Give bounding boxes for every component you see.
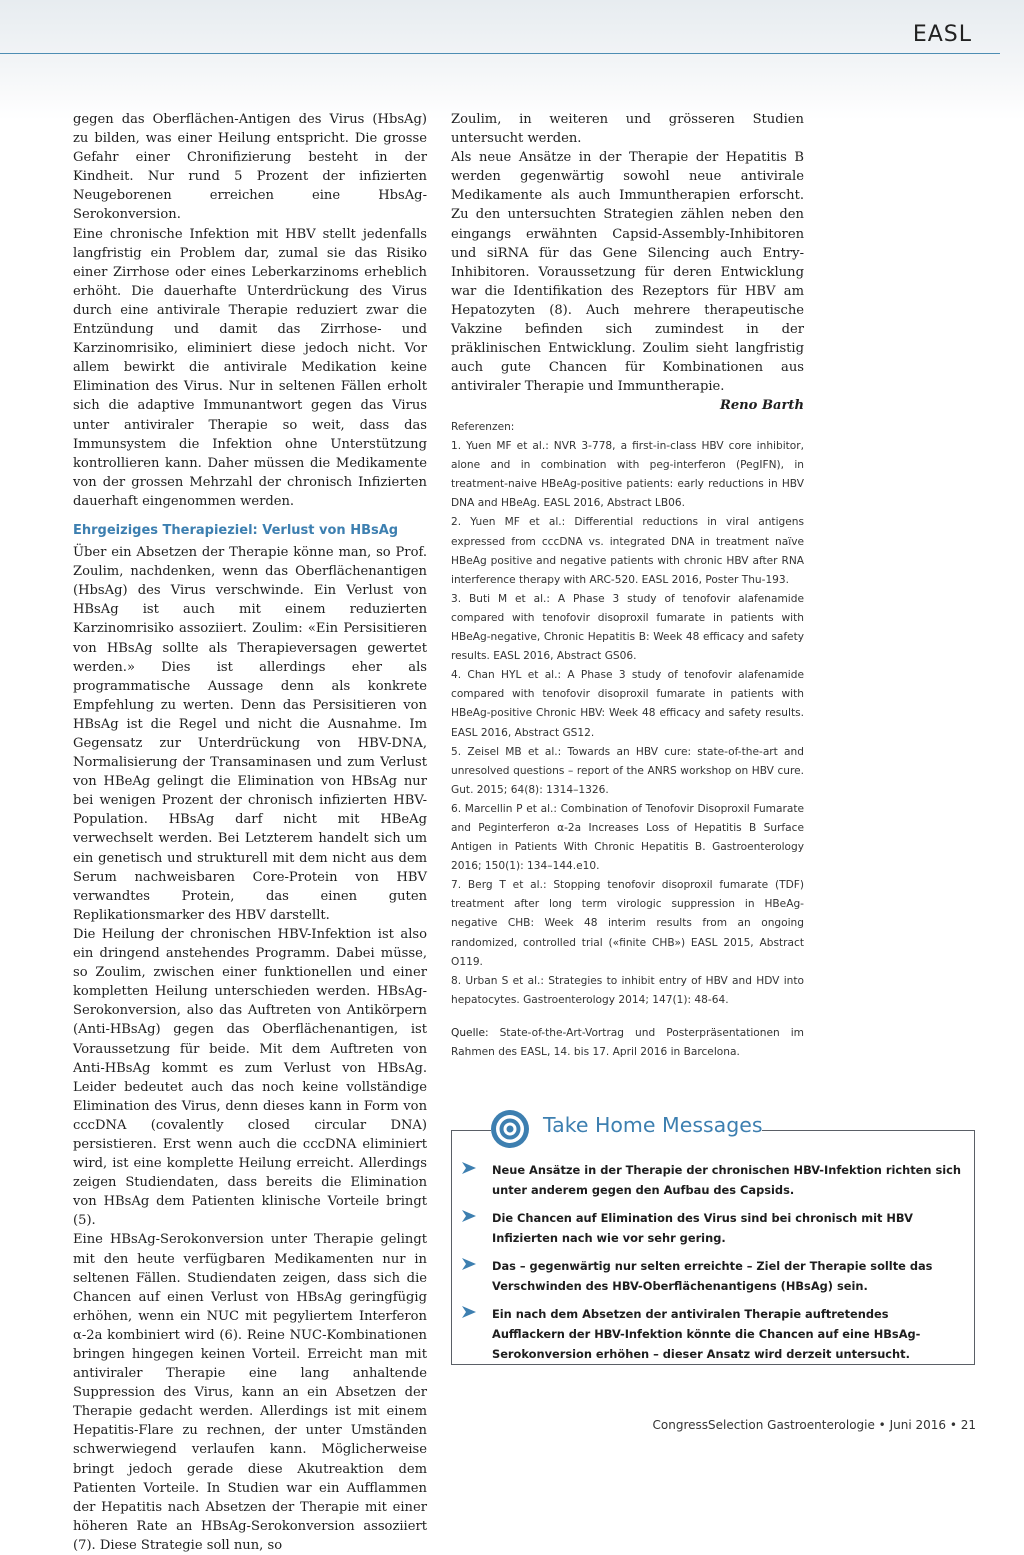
references-heading: Referenzen:	[451, 421, 515, 433]
reference-item: 7. Berg T et al.: Stopping tenofovir disoproxil fumarate (TDF) treatment after long term virologic suppression in HBeAg-negative CHB: Week 48 interim results from an ongoing randomized, controlled trial («finite CHB») EASL 2015, Abstract O119.	[451, 879, 804, 968]
article-right-column	[451, 110, 804, 416]
take-home-item	[462, 1160, 962, 1200]
arrow-bullet-icon	[462, 1210, 476, 1222]
reference-item: 4. Chan HYL et al.: A Phase 3 study of tenofovir alafenamide compared with tenofovir disoproxil fumarate in patients with HBeAg-positive Chronic HBV: Week 48 efficacy and safety results. EASL 2016, Abstract GS12.	[451, 669, 804, 739]
references-block	[451, 418, 804, 1062]
header-rule	[0, 53, 1000, 54]
take-home-text: Das – gegenwärtig nur selten erreichte – Ziel der Therapie sollte das Verschwinden des HBV-Oberflächenantigens (HBsAg) sein.	[492, 1259, 933, 1293]
paragraph: Eine HBsAg-Serokonversion unter Therapie gelingt mit den heute verfügbaren Medikamenten nur in seltenen Fällen. Studiendaten zeigen, dass sich die Chancen auf einen Verlust von HBsAg geringfügig erhöhen, wenn ein NUC mit pegyliertem Interferon α-2a kombiniert wird (6). Reine NUC-Kombinationen bringen hingegen keinen Vorteil. Erreicht man mit antiviraler Therapie eine lang anhaltende Suppression des Virus, kann an ein Absetzen der Therapie gedacht werden. Allerdings ist mit einem Hepatitis-Flare zu rechnen, der unter Umständen schwerwiegend verlaufen kann. Möglicherweise bringt jedoch gerade diese Akutreaktion dem Patienten Vorteile. In Studien war ein Aufflammen der Hepatitis nach Absetzen der Therapie mit einer höheren Rate an HBsAg-Serokonversion assoziiert (7). Diese Strategie soll nun, so	[73, 1232, 427, 1553]
page-footer: CongressSelection Gastroenterologie • Juni 2016 • 21	[652, 1418, 976, 1432]
paragraph: Eine chronische Infektion mit HBV stellt jedenfalls langfristig ein Problem dar, zumal sie das Risiko einer Zirrhose oder eines Leberkarzinoms erheblich erhöht. Die dauerhafte Unterdrückung des Virus durch eine antivirale Therapie reduziert zwar die Entzündung und damit das Zirrhose- und Karzinomrisiko, eliminiert diese jedoch nicht. Vor allem bewirkt die antivirale Medikation keine Elimination des Virus. Nur in seltenen Fällen erholt sich die adaptive Immunantwort gegen das Virus unter antiviraler Therapie so weit, dass das Immunsystem die Infektion ohne Unterstützung kontrollieren kann. Daher müssen die Medikamente von der grossen Mehrzahl der chronisch Infizierten dauerhaft eingenommen werden.	[73, 226, 427, 509]
paragraph: Als neue Ansätze in der Therapie der Hepatitis B werden gegenwärtig sowohl neue antivirale Medikamente als auch Immuntherapien erforscht. Zu den untersuchten Strategien zählen neben den eingangs erwähnten Capsid-Assembly-Inhibitoren und siRNA für das Gene Silencing auch Entry-Inhibitoren. Voraussetzung für deren Entwicklung war die Identifikation des Rezeptors für HBV am Hepatozyten (8). Auch mehrere therapeutische Vakzine befinden sich zumindest in der präklinischen Entwicklung. Zoulim sieht langfristig auch gute Chancen für Kombinationen aus antiviraler Therapie und Immuntherapie.	[451, 150, 804, 395]
take-home-list	[462, 1160, 962, 1372]
author-name: Reno Barth	[719, 398, 804, 414]
arrow-bullet-icon	[462, 1306, 476, 1318]
reference-item: 6. Marcellin P et al.: Combination of Tenofovir Disoproxil Fumarate and Peginterferon α-2a Increases Loss of Hepatitis B Surface Antigen in Patients With Chronic Hepatitis B. Gastroenterology 2016; 150(1): 134–144.e10.	[451, 802, 804, 873]
reference-item: 3. Buti M et al.: A Phase 3 study of tenofovir alafenamide compared with tenofovir disoproxil fumarate in patients with HBeAg-negative, Chronic Hepatitis B: Week 48 efficacy and safety results. EASL 2016, Abstract GS06.	[451, 592, 804, 663]
take-home-text: Die Chancen auf Elimination des Virus sind bei chronisch mit HBV Infizierten nach wie vor sehr gering.	[492, 1211, 913, 1245]
arrow-bullet-icon	[462, 1258, 476, 1270]
reference-item: 5. Zeisel MB et al.: Towards an HBV cure: state-of-the-art and unresolved questions – report of the ANRS workshop on HBV cure. Gut. 2015; 64(8): 1314–1326.	[451, 745, 804, 796]
header-brand: EASL	[912, 22, 972, 47]
arrow-bullet-icon	[462, 1162, 476, 1174]
reference-item: 2. Yuen MF et al.: Differential reductions in viral antigens expressed from cccDNA vs. integrated DNA in treatment naïve HBeAg positive and negative patients with chronic HBV after RNA interference therapy with ARC-520. EASL 2016, Poster Thu-193.	[451, 516, 804, 586]
paragraph: Zoulim, in weiteren und grösseren Studien untersucht werden.	[451, 112, 804, 147]
paragraph: gegen das Oberflächen-Antigen des Virus (HbsAg) zu bilden, was einer Heilung entspricht. Die grosse Gefahr einer Chronifizierung besteht in der Kindheit. Nur rund 5 Prozent der infizierten Neugeborenen erreichen eine HbsAg-Serokonversion.	[73, 112, 427, 223]
take-home-text: Ein nach dem Absetzen der antiviralen Therapie auftretendes Aufflackern der HBV-Infektion könnte die Chancen auf eine HBsAg-Serokonversion erhöhen – dieser Ansatz wird derzeit untersucht.	[492, 1307, 921, 1361]
take-home-item	[462, 1256, 962, 1296]
source-label: Quelle:	[451, 1026, 489, 1039]
take-home-item	[462, 1208, 962, 1248]
target-icon	[490, 1109, 530, 1149]
take-home-text: Neue Ansätze in der Therapie der chronischen HBV-Infektion richten sich unter anderem gegen den Aufbau des Capsids.	[492, 1163, 962, 1197]
reference-item: 8. Urban S et al.: Strategies to inhibit entry of HBV and HDV into hepatocytes. Gastroenterology 2014; 147(1): 48-64.	[451, 974, 804, 1006]
take-home-item	[462, 1304, 962, 1364]
take-home-title: Take Home Messages	[543, 1113, 763, 1137]
reference-item: 1. Yuen MF et al.: NVR 3-778, a first-in-class HBV core inhibitor, alone and in combination with peg-interferon (PegIFN), in treatment-naive HBeAg-positive patients: early reductions in HBV DNA and HBeAg. EASL 2016, Abstract LB06.	[451, 440, 804, 510]
take-home-rule-left	[451, 1130, 491, 1131]
take-home-rule-right	[762, 1130, 975, 1131]
header-band	[0, 0, 1024, 120]
source-text: State-of-the-Art-Vortrag und Posterpräsentationen im Rahmen des EASL, 14. bis 17. April 2016 in Barcelona.	[451, 1026, 805, 1058]
article-left-column	[73, 110, 427, 1555]
paragraph: Über ein Absetzen der Therapie könne man, so Prof. Zoulim, nachdenken, wenn das Oberflächenantigen (HbsAg) des Virus verschwinde. Ein Verlust von HBsAg ist auch mit einem reduzierten Karzinomrisiko assoziiert. Zoulim: «Ein Persisitieren von HBsAg sollte als Therapieversagen gewertet werden.» Dies ist allerdings eher als programmatische Aussage denn als konkrete Empfehlung zu werten. Denn das Persisitieren von HBsAg ist die Regel und nicht die Ausnahme. Im Gegensatz zur Unterdrückung von HBV-DNA, Normalisierung der Transaminasen und zum Verlust von HBeAg gelingt die Elimination von HBsAg nur bei wenigen Prozent der chronisch infizierten HBV-Population. HBsAg darf nicht mit HBeAg verwechselt werden. Bei Letzterem handelt sich um ein genetisch und strukturell mit dem nicht aus dem Serum nachweisbaren Core-Protein von HBV verwandtes Protein, das einen guten Replikationsmarker des HBV darstellt.	[73, 545, 427, 923]
paragraph: Die Heilung der chronischen HBV-Infektion ist also ein dringend anstehendes Programm. Dabei müsse, so Zoulim, zwischen einer funktionellen und einer kompletten Heilung unterschieden werden. HBsAg-Serokonversion, also das Auftreten von Antikörpern (Anti-HBsAg) gegen das Oberflächenantigen, ist Voraussetzung für beide. Mit dem Auftreten von Anti-HBsAg kommt es zum Verlust von HBsAg. Leider bedeutet auch das noch keine vollständige Elimination des Virus, denn dieses kann in Form von cccDNA (covalently closed circular DNA) persistieren. Erst wenn auch die cccDNA eliminiert wird, ist eine komplette Heilung erreicht. Allerdings zeigen Studiendaten, dass bereits die Elimination von HBsAg dem Patienten klinische Vorteile bringt (5).	[73, 926, 427, 1229]
source-note	[451, 1024, 804, 1062]
section-heading: Ehrgeiziges Therapieziel: Verlust von HBsAg	[73, 522, 399, 538]
